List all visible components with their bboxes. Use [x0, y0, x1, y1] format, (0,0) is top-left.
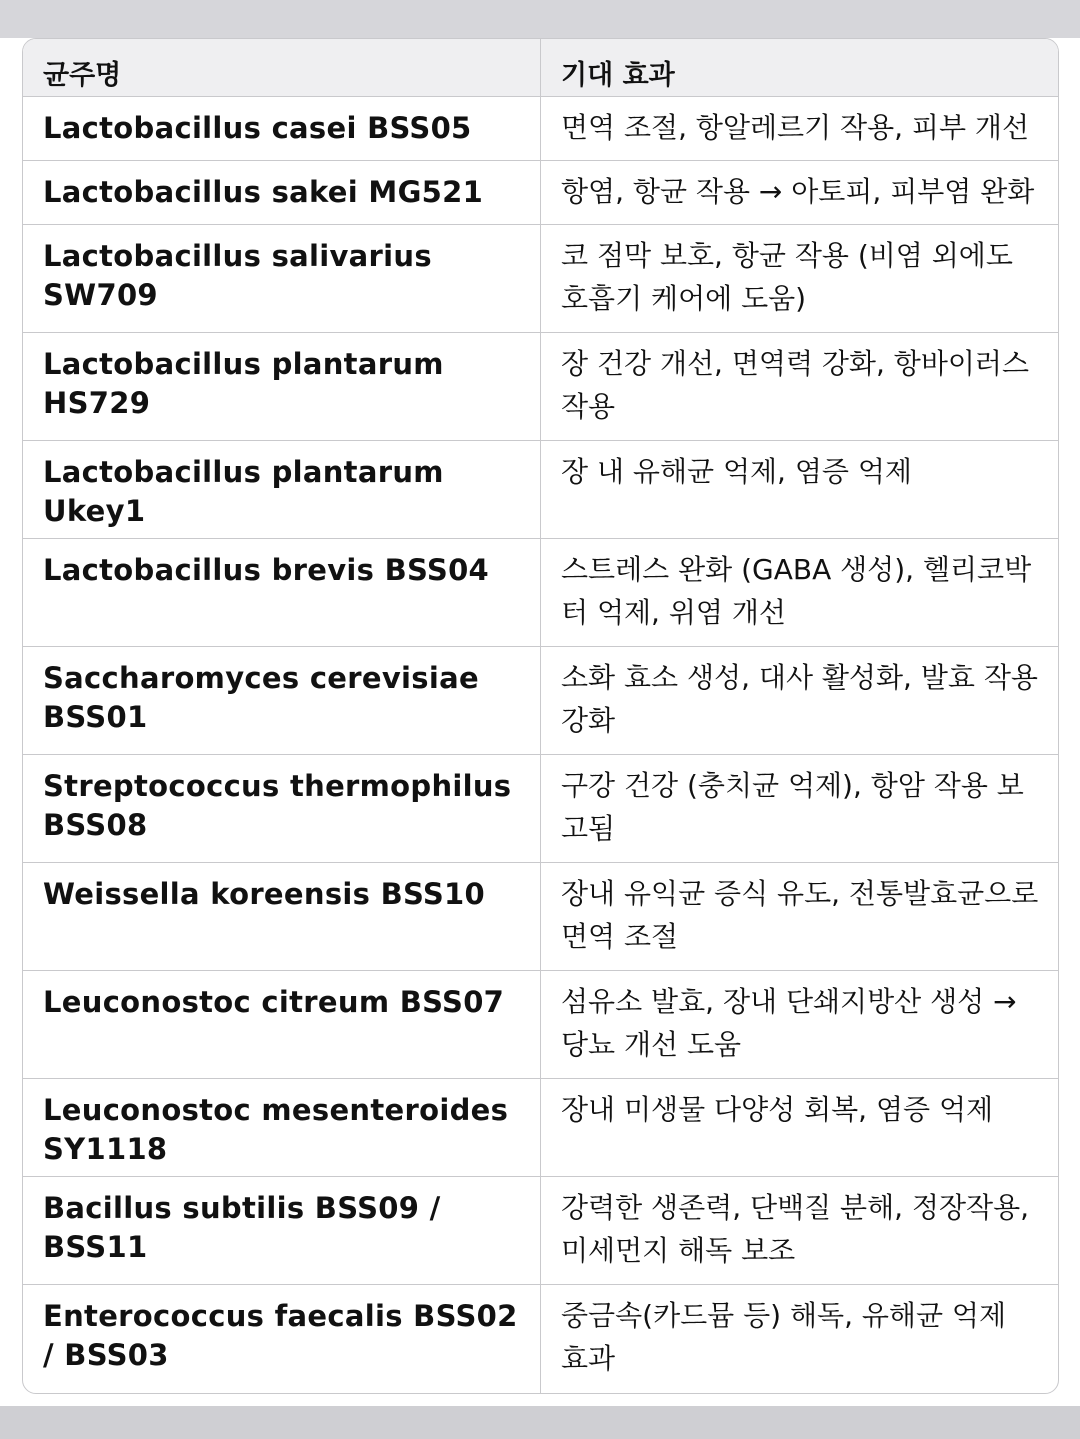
strain-effect: 강력한 생존력, 단백질 분해, 정장작용, 미세먼지 해독 보조: [540, 1177, 1058, 1285]
table-row: [23, 161, 1058, 225]
table-row: [23, 333, 1058, 441]
strain-name: Bacillus subtilis BSS09 / BSS11: [23, 1177, 540, 1285]
strain-name: Lactobacillus plantarum HS729: [23, 333, 540, 441]
strain-effect: 중금속(카드뮴 등) 해독, 유해균 억제 효과: [540, 1285, 1058, 1393]
table-row: [23, 647, 1058, 755]
strain-effect: 소화 효소 생성, 대사 활성화, 발효 작용 강화: [540, 647, 1058, 755]
screen-bottom-edge: [0, 1406, 1080, 1439]
strain-effect: 섬유소 발효, 장내 단쇄지방산 생성 → 당뇨 개선 도움: [540, 971, 1058, 1079]
strain-effect: 스트레스 완화 (GABA 생성), 헬리코박터 억제, 위염 개선: [540, 539, 1058, 647]
strain-name: Leuconostoc mesenteroides SY1118: [23, 1079, 540, 1177]
header-strain: 균주명: [23, 39, 540, 97]
strain-name: Lactobacillus brevis BSS04: [23, 539, 540, 647]
header-effect: 기대 효과: [540, 39, 1058, 97]
strain-name: Streptococcus thermophilus BSS08: [23, 755, 540, 863]
strain-effect: 장 내 유해균 억제, 염증 억제: [540, 441, 1058, 539]
table-row: [23, 1079, 1058, 1177]
table-row: [23, 97, 1058, 161]
table-row: [23, 863, 1058, 971]
strain-name: Lactobacillus salivarius SW709: [23, 225, 540, 333]
table-row: [23, 755, 1058, 863]
strain-effect: 구강 건강 (충치균 억제), 항암 작용 보고됨: [540, 755, 1058, 863]
strain-effect: 항염, 항균 작용 → 아토피, 피부염 완화: [540, 161, 1058, 225]
table-row: [23, 441, 1058, 539]
strain-name: Lactobacillus sakei MG521: [23, 161, 540, 225]
strain-effect: 코 점막 보호, 항균 작용 (비염 외에도 호흡기 케어에 도움): [540, 225, 1058, 333]
table-row: [23, 1285, 1058, 1393]
strain-name: Lactobacillus plantarum Ukey1: [23, 441, 540, 539]
strain-effect-table: [22, 38, 1059, 1394]
table-header-row: [23, 39, 1058, 97]
strain-name: Enterococcus faecalis BSS02 / BSS03: [43, 1299, 518, 1372]
strain-effect: 장내 유익균 증식 유도, 전통발효균으로 면역 조절: [540, 863, 1058, 971]
strain-effect: 면역 조절, 항알레르기 작용, 피부 개선: [540, 97, 1058, 161]
strain-effect: 장내 미생물 다양성 회복, 염증 억제: [540, 1079, 1058, 1177]
strain-name: Lactobacillus casei BSS05: [23, 97, 540, 161]
table-row: [23, 1177, 1058, 1285]
strain-effect: 장 건강 개선, 면역력 강화, 항바이러스 작용: [540, 333, 1058, 441]
strain-name: Leuconostoc citreum BSS07: [23, 971, 540, 1079]
table-row: [23, 539, 1058, 647]
strain-name: Weissella koreensis BSS10: [23, 863, 540, 971]
strain-name: Saccharomyces cerevisiae BSS01: [23, 647, 540, 755]
table-row: [23, 225, 1058, 333]
table-row: [23, 971, 1058, 1079]
document-page: [0, 38, 1080, 1406]
